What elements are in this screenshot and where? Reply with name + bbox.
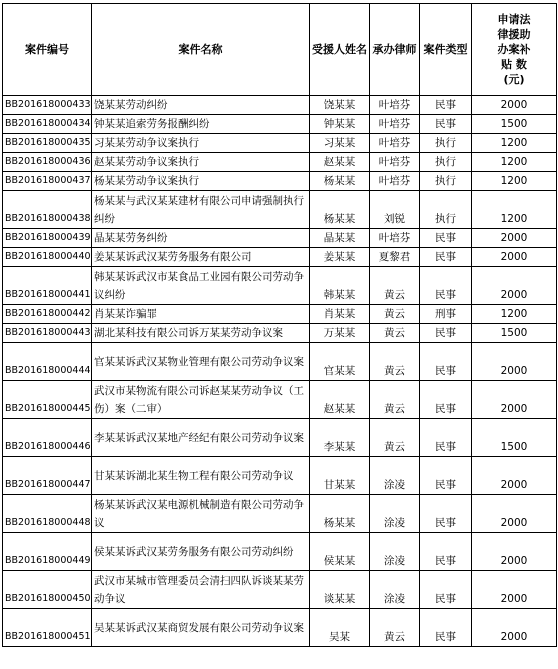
table-row [3, 115, 557, 134]
subsidy-amount-cell: 2000 [472, 229, 557, 248]
case-no-cell: BB201618000441 [3, 267, 92, 305]
lawyer-cell: 刘锐 [370, 191, 420, 229]
subsidy-amount-cell: 2000 [472, 96, 557, 115]
client-cell: 饶某某 [310, 96, 370, 115]
lawyer-cell: 叶培芬 [370, 229, 420, 248]
table-row [3, 191, 557, 229]
lawyer-cell: 叶培芬 [370, 96, 420, 115]
subsidy-amount-cell: 2000 [472, 571, 557, 609]
case-no-cell: BB201618000447 [3, 457, 92, 495]
client-cell: 甘某某 [310, 457, 370, 495]
client-cell: 李某某 [310, 419, 370, 457]
client-cell: 万某某 [310, 324, 370, 343]
lawyer-cell: 叶培芬 [370, 172, 420, 191]
case-name-cell: 姜某某诉武汉某劳务服务有限公司 [92, 248, 310, 267]
case-type-cell: 民事 [420, 248, 472, 267]
case-type-cell: 刑事 [420, 305, 472, 324]
case-type-cell: 执行 [420, 153, 472, 172]
subsidy-amount-cell: 2000 [472, 267, 557, 305]
case-no-cell: BB201618000445 [3, 381, 92, 419]
case-name-cell: 杨某某劳动争议案执行 [92, 172, 310, 191]
table-row [3, 495, 557, 533]
lawyer-cell: 黄云 [370, 609, 420, 647]
header-client: 受援人姓名 [310, 4, 370, 96]
case-no-cell: BB201618000450 [3, 571, 92, 609]
case-name-cell: 钟某某追索劳务报酬纠纷 [92, 115, 310, 134]
lawyer-cell: 叶培芬 [370, 134, 420, 153]
case-no-cell: BB201618000440 [3, 248, 92, 267]
client-cell: 官某某 [310, 343, 370, 381]
lawyer-cell: 涂凌 [370, 457, 420, 495]
lawyer-cell: 黄云 [370, 343, 420, 381]
client-cell: 吴某 [310, 609, 370, 647]
table-row [3, 381, 557, 419]
case-type-cell: 民事 [420, 419, 472, 457]
client-cell: 赵某某 [310, 381, 370, 419]
case-no-cell: BB201618000444 [3, 343, 92, 381]
lawyer-cell: 黄云 [370, 324, 420, 343]
case-type-cell: 执行 [420, 134, 472, 153]
header-case-type: 案件类型 [420, 4, 472, 96]
lawyer-cell: 叶培芬 [370, 115, 420, 134]
case-no-cell: BB201618000448 [3, 495, 92, 533]
lawyer-cell: 黄云 [370, 419, 420, 457]
lawyer-cell: 涂凌 [370, 571, 420, 609]
table-row [3, 571, 557, 609]
table-row [3, 248, 557, 267]
subsidy-amount-cell: 1200 [472, 134, 557, 153]
subsidy-amount-cell: 1200 [472, 172, 557, 191]
lawyer-cell: 涂凌 [370, 533, 420, 571]
subsidy-amount-cell: 1200 [472, 305, 557, 324]
case-name-cell: 吴某某诉武汉某商贸发展有限公司劳动争议案 [92, 609, 310, 647]
subsidy-amount-cell: 2000 [472, 343, 557, 381]
case-type-cell: 民事 [420, 495, 472, 533]
table-row [3, 609, 557, 647]
table-row [3, 457, 557, 495]
case-name-cell: 肖某某诈骗罪 [92, 305, 310, 324]
case-no-cell: BB201618000439 [3, 229, 92, 248]
client-cell: 韩某某 [310, 267, 370, 305]
header-case-name: 案件名称 [92, 4, 310, 96]
case-no-cell: BB201618000436 [3, 153, 92, 172]
subsidy-amount-cell: 1500 [472, 115, 557, 134]
case-name-cell: 韩某某诉武汉市某食品工业园有限公司劳动争议纠纷 [92, 267, 310, 305]
case-no-cell: BB201618000442 [3, 305, 92, 324]
table-row [3, 229, 557, 248]
header-case-no: 案件编号 [3, 4, 92, 96]
table-row [3, 533, 557, 571]
subsidy-amount-cell: 1200 [472, 153, 557, 172]
header-subsidy-line: 办案补 [497, 43, 531, 56]
case-name-cell: 饶某某劳动纠纷 [92, 96, 310, 115]
table-row [3, 172, 557, 191]
case-type-cell: 民事 [420, 96, 472, 115]
subsidy-amount-cell: 2000 [472, 533, 557, 571]
table-row [3, 324, 557, 343]
case-name-cell: 武汉市某物流有限公司诉赵某某劳动争议（工伤）案（二审） [92, 381, 310, 419]
client-cell: 杨某某 [310, 495, 370, 533]
case-type-cell: 民事 [420, 343, 472, 381]
case-type-cell: 民事 [420, 324, 472, 343]
subsidy-amount-cell: 1500 [472, 419, 557, 457]
case-name-cell: 湖北某科技有限公司诉万某某劳动争议案 [92, 324, 310, 343]
case-type-cell: 民事 [420, 115, 472, 134]
subsidy-amount-cell: 1500 [472, 324, 557, 343]
table-row [3, 305, 557, 324]
legal-aid-case-table [2, 3, 557, 647]
header-subsidy [472, 4, 557, 96]
case-type-cell: 执行 [420, 191, 472, 229]
case-name-cell: 侯某某诉武汉某劳务服务有限公司劳动纠纷 [92, 533, 310, 571]
table-row [3, 267, 557, 305]
client-cell: 谈某某 [310, 571, 370, 609]
lawyer-cell: 黄云 [370, 305, 420, 324]
lawyer-cell: 涂凌 [370, 495, 420, 533]
client-cell: 肖某某 [310, 305, 370, 324]
case-name-cell: 杨某某诉武汉某电源机械制造有限公司劳动争议 [92, 495, 310, 533]
subsidy-amount-cell: 2000 [472, 495, 557, 533]
case-no-cell: BB201618000449 [3, 533, 92, 571]
lawyer-cell: 夏黎君 [370, 248, 420, 267]
header-subsidy-line: 贴 数 [501, 58, 527, 71]
case-name-cell: 习某某劳动争议案执行 [92, 134, 310, 153]
case-no-cell: BB201618000438 [3, 191, 92, 229]
case-type-cell: 民事 [420, 609, 472, 647]
case-no-cell: BB201618000435 [3, 134, 92, 153]
case-name-cell: 杨某某与武汉某某建材有限公司申请强制执行纠纷 [92, 191, 310, 229]
case-name-cell: 李某某诉武汉某地产经纪有限公司劳动争议案 [92, 419, 310, 457]
header-lawyer: 承办律师 [370, 4, 420, 96]
subsidy-amount-cell: 2000 [472, 248, 557, 267]
lawyer-cell: 黄云 [370, 267, 420, 305]
lawyer-cell: 叶培芬 [370, 153, 420, 172]
client-cell: 赵某某 [310, 153, 370, 172]
case-type-cell: 民事 [420, 267, 472, 305]
subsidy-amount-cell: 2000 [472, 457, 557, 495]
table-row [3, 153, 557, 172]
table-row [3, 134, 557, 153]
table-row [3, 96, 557, 115]
case-type-cell: 民事 [420, 229, 472, 248]
header-subsidy-line: 律援助 [497, 28, 531, 41]
case-type-cell: 民事 [420, 533, 472, 571]
case-no-cell: BB201618000434 [3, 115, 92, 134]
case-name-cell: 晶某某劳务纠纷 [92, 229, 310, 248]
client-cell: 钟某某 [310, 115, 370, 134]
case-no-cell: BB201618000443 [3, 324, 92, 343]
case-type-cell: 民事 [420, 571, 472, 609]
lawyer-cell: 黄云 [370, 381, 420, 419]
case-name-cell: 赵某某劳动争议案执行 [92, 153, 310, 172]
case-type-cell: 执行 [420, 172, 472, 191]
client-cell: 侯某某 [310, 533, 370, 571]
header-row [3, 4, 557, 96]
header-subsidy-line: 申请法 [497, 13, 531, 26]
client-cell: 杨某某 [310, 172, 370, 191]
subsidy-amount-cell: 1200 [472, 191, 557, 229]
case-type-cell: 民事 [420, 457, 472, 495]
header-subsidy-line: (元) [503, 73, 525, 86]
case-name-cell: 武汉市某城市管理委员会清扫四队诉谈某某劳动争议 [92, 571, 310, 609]
table-row [3, 343, 557, 381]
case-no-cell: BB201618000437 [3, 172, 92, 191]
case-name-cell: 甘某某诉湖北某生物工程有限公司劳动争议 [92, 457, 310, 495]
case-name-cell: 官某某诉武汉某物业管理有限公司劳动争议案 [92, 343, 310, 381]
subsidy-amount-cell: 2000 [472, 609, 557, 647]
client-cell: 晶某某 [310, 229, 370, 248]
case-no-cell: BB201618000451 [3, 609, 92, 647]
client-cell: 杨某某 [310, 191, 370, 229]
client-cell: 习某某 [310, 134, 370, 153]
case-type-cell: 民事 [420, 381, 472, 419]
table-row [3, 419, 557, 457]
subsidy-amount-cell: 2000 [472, 381, 557, 419]
case-no-cell: BB201618000433 [3, 96, 92, 115]
case-no-cell: BB201618000446 [3, 419, 92, 457]
client-cell: 姜某某 [310, 248, 370, 267]
